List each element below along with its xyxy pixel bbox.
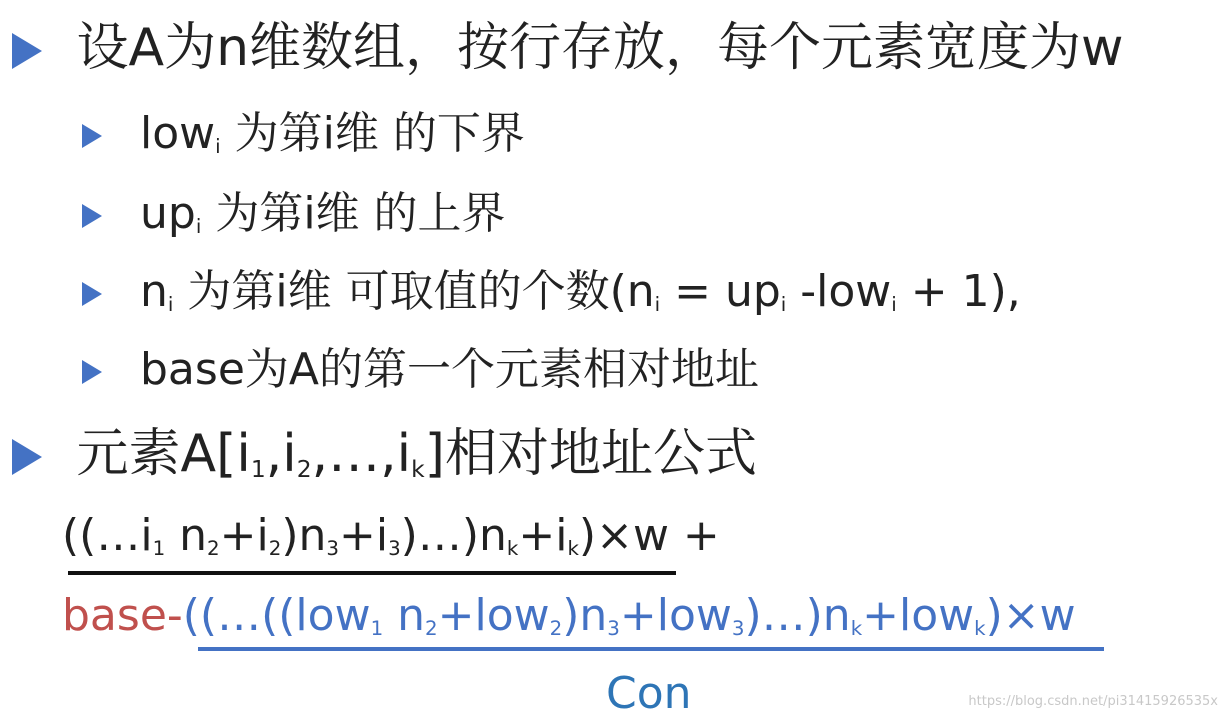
bullet-triangle-icon <box>82 204 102 228</box>
formula-constant-underline <box>198 647 1104 651</box>
formula-constant-part: base-((…((low$_1$ $n_2+low_2)n_3+low_3)\dots)n_k+low_k)\times w$ <box>62 590 1076 641</box>
formula-con-expression: ((…((low$_1$ $n_2+low_2)n_3+low_3)\dots)n_k+low_k)\times w$ <box>182 590 1076 641</box>
bullet-n: $n_i$ 为第i维 可取值的个数($n_i = up_i$ -low$_i$ + 1), <box>82 270 1021 315</box>
heading-address-formula: 元素$A[i_1,i_2,\dots,i_k]$相对地址公式 <box>12 428 757 481</box>
bullet-up: $up_i$ 为第i维 的上界 <box>82 192 506 237</box>
bullet-triangle-icon <box>82 360 102 384</box>
formula-variable-part: (($\dots i_1$ $n_2+i_2)n_3+i_3)\dots)n_k+i_k)\times w$ + <box>62 510 720 561</box>
bullet-triangle-icon <box>82 124 102 148</box>
con-label: Con <box>606 668 692 719</box>
bullet-low: low$_i$ 为第i维 的下界 <box>82 112 525 157</box>
heading-array-def <box>12 18 1124 78</box>
formula-variable-underline <box>68 571 676 575</box>
bullet-triangle-icon <box>12 439 42 475</box>
bullet-base: base为A的第一个元素相对地址 <box>82 348 759 392</box>
heading-text: 设A为n维数组，按行存放，每个元素宽度为w <box>76 18 1124 78</box>
bullet-triangle-icon <box>12 33 42 69</box>
bullet-triangle-icon <box>82 282 102 306</box>
watermark: https://blog.csdn.net/pi31415926535x <box>968 694 1218 709</box>
